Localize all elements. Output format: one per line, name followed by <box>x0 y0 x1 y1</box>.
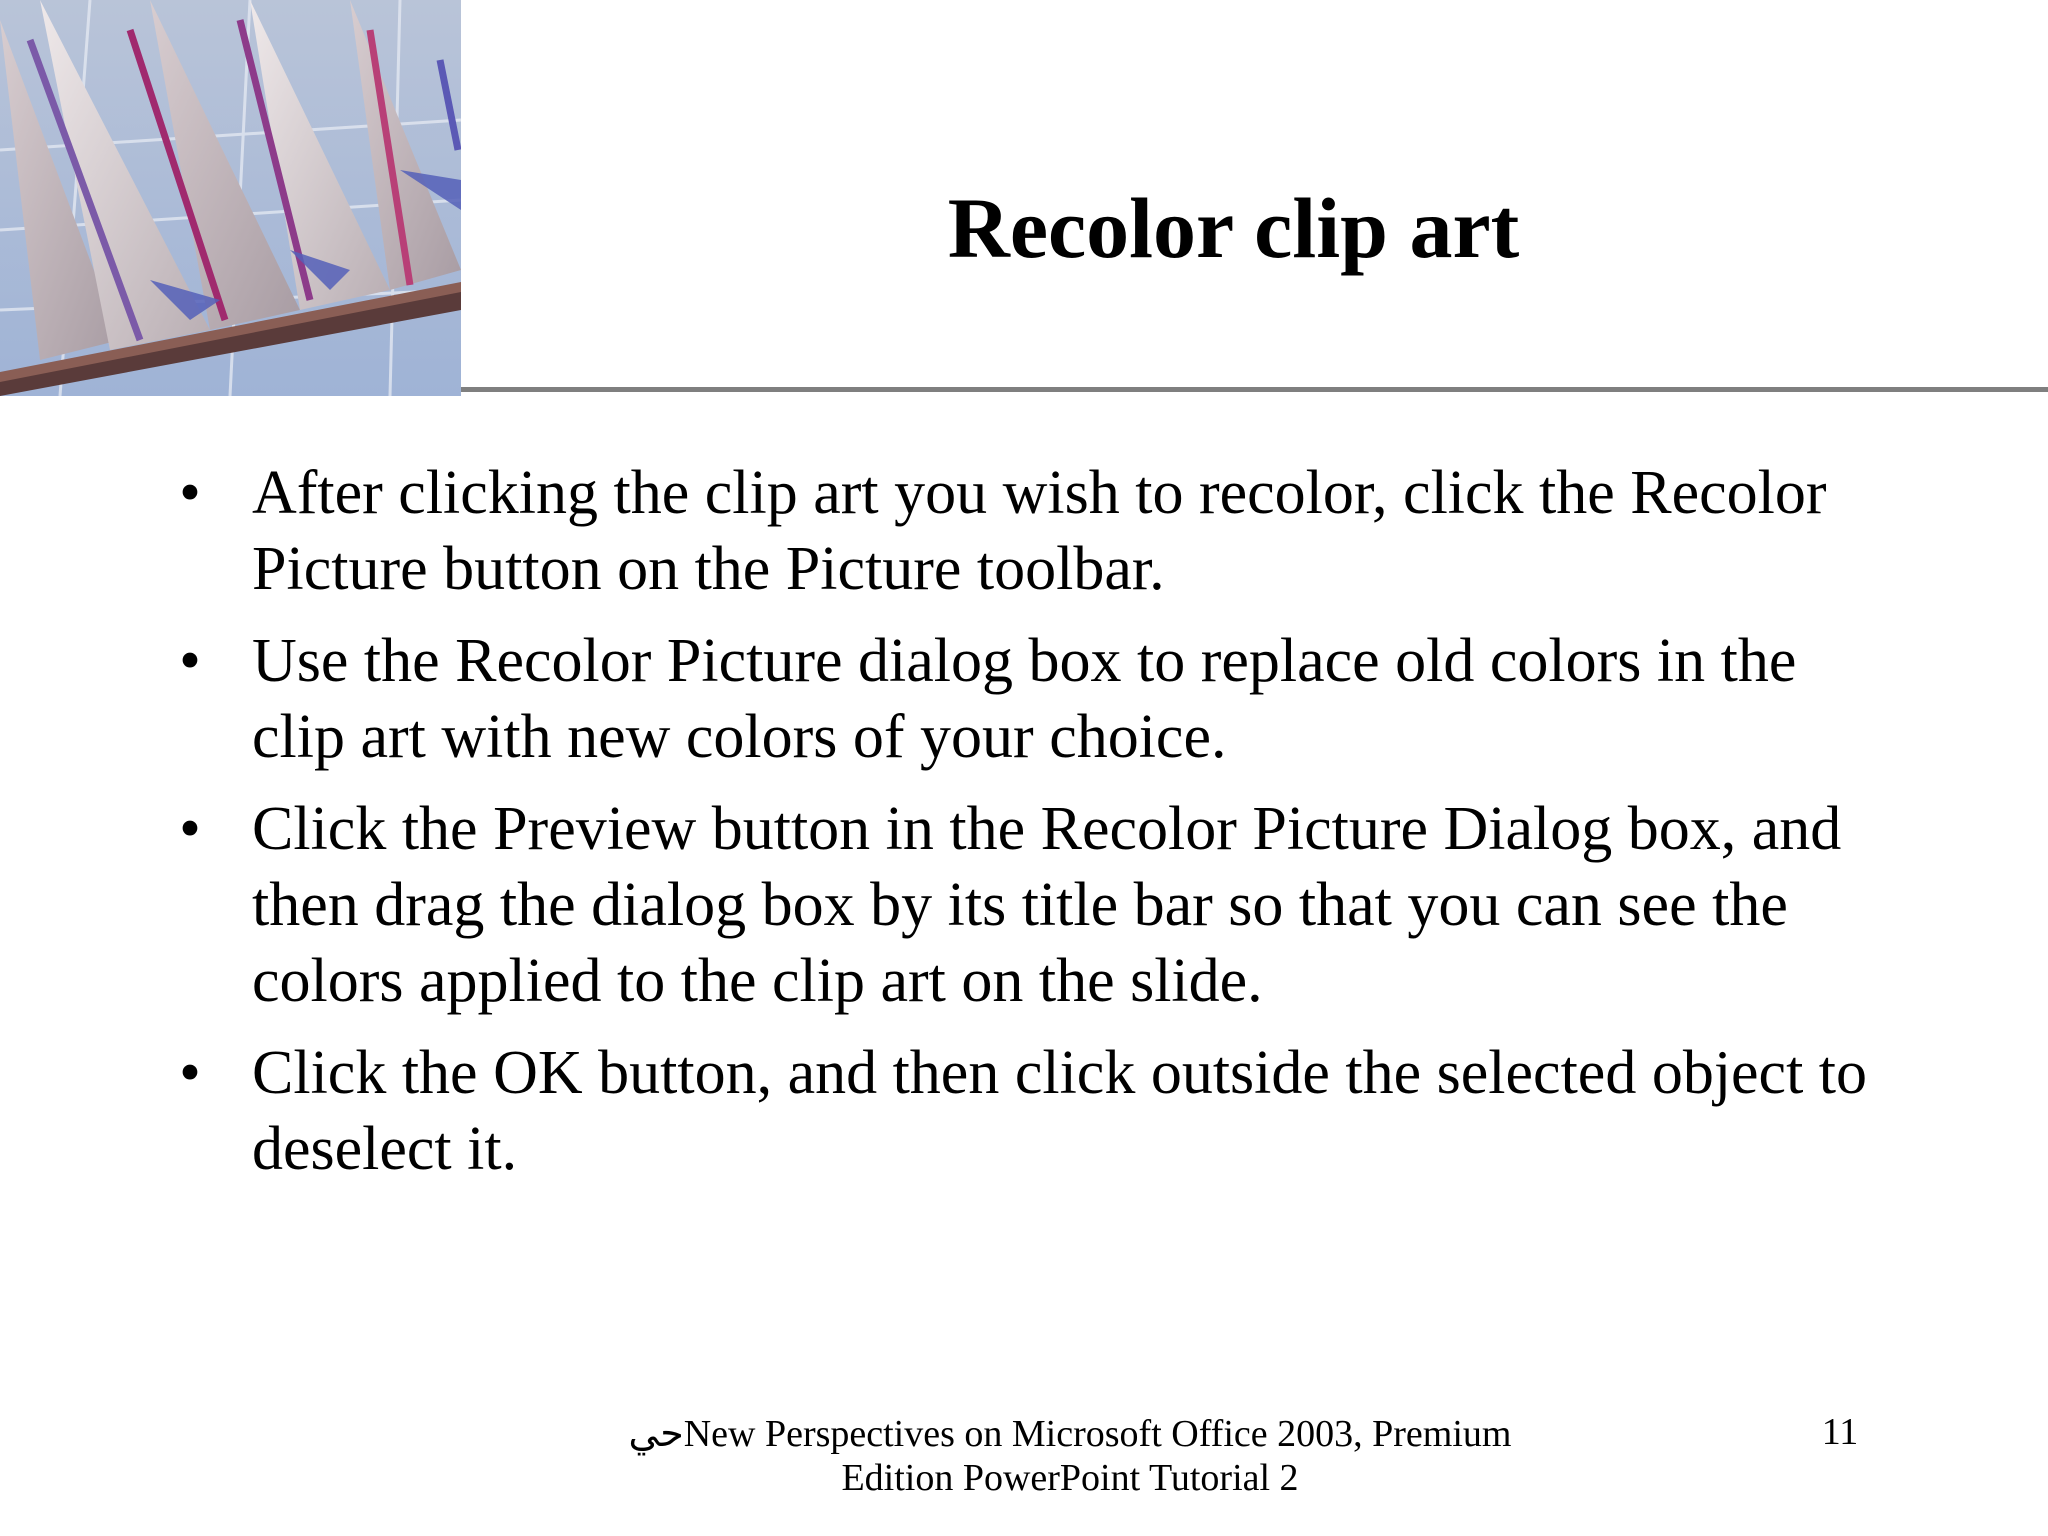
sails-photo <box>0 0 461 396</box>
title-divider <box>461 387 2048 392</box>
footer-line-1: حيNew Perspectives on Microsoft Office 2003, Premium <box>628 1413 1512 1455</box>
bullet-marker: • <box>179 795 201 863</box>
footer-line-2: Edition PowerPoint Tutorial 2 <box>841 1457 1299 1499</box>
bullet-item <box>170 455 1890 607</box>
footer-text <box>560 1412 1580 1500</box>
bullet-list <box>170 455 1890 1203</box>
page-number: 11 <box>1821 1411 1859 1453</box>
bullet-text: Use the Recolor Picture dialog box to replace old colors in the clip art with new colors of your choice. <box>252 627 1797 771</box>
bullet-text: After clicking the clip art you wish to recolor, click the Recolor Picture button on the Picture toolbar. <box>252 459 1827 603</box>
bullet-marker: • <box>179 627 201 695</box>
bullet-text: Click the Preview button in the Recolor Picture Dialog box, and then drag the dialog box by its title bar so that you can see the colors applied to the clip art on the slide. <box>252 795 1842 1015</box>
bullet-marker: • <box>179 459 201 527</box>
bullet-item <box>170 1035 1890 1187</box>
bullet-marker: • <box>179 1039 201 1107</box>
bullet-text: Click the OK button, and then click outside the selected object to deselect it. <box>252 1039 1868 1183</box>
bullet-item <box>170 791 1890 1019</box>
bullet-item <box>170 623 1890 775</box>
slide-title: Recolor clip art <box>947 180 1520 276</box>
